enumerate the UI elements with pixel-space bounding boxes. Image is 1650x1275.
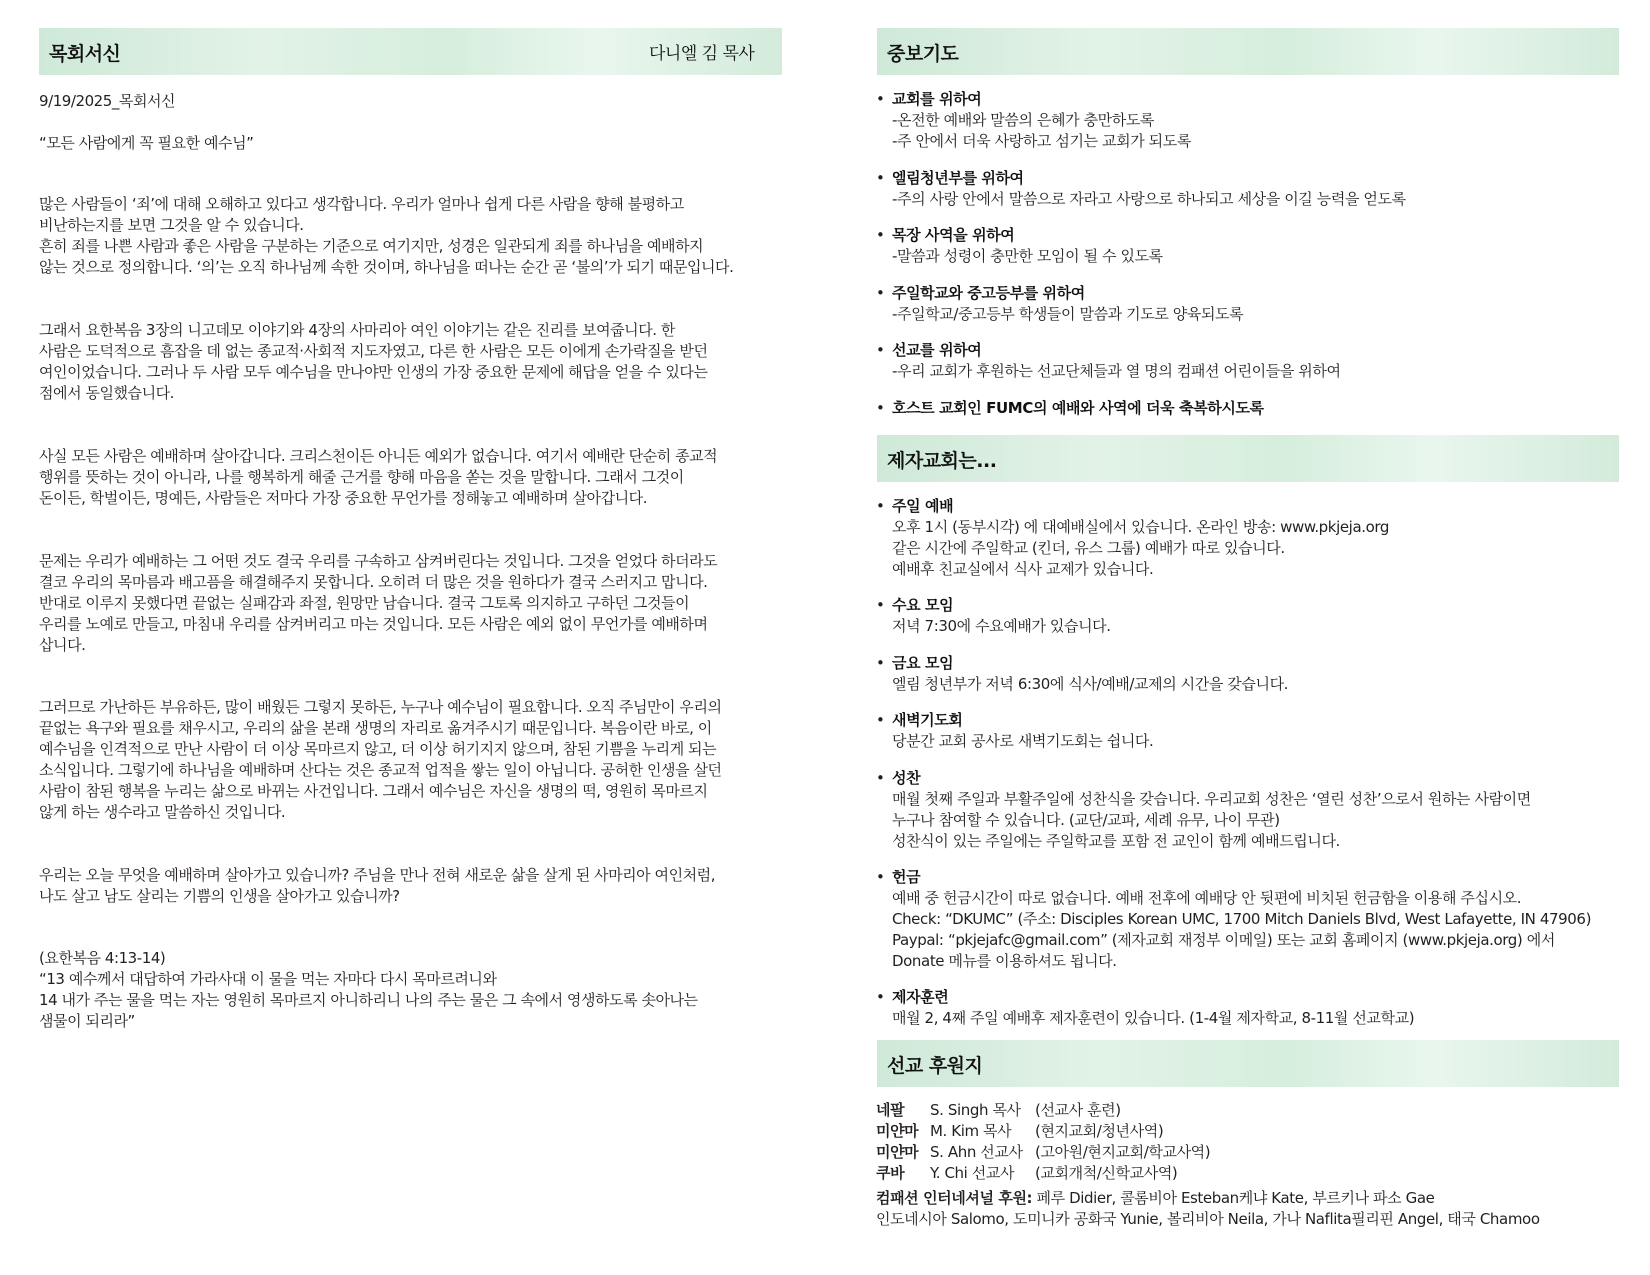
prayer-header	[877, 28, 1619, 75]
bullet-icon: •	[876, 284, 885, 302]
church-info-header	[877, 435, 1619, 482]
church-info-item: • 금요 모임 엘림 청년부가 저녁 6:30에 식사/예배/교제의 시간을 갖습니다.	[876, 654, 1289, 693]
letter-paragraph-3: 사실 모든 사람은 예배하며 살아갑니다. 크리스천이든 아니든 예외가 없습니다. 여기서 예배란 단순히 종교적 행위를 뜻하는 것이 아니라, 나를 행복하게 해줄 근거를 향해 마음을 쏟는 것을 말합니다. 그래서 그것이 돈이든, 학벌이든, 명예든, 사람들은 저마다 가장 중요한 무언가를 정해놓고 예배하며 살아갑니다.	[39, 447, 718, 507]
bullet-icon: •	[876, 596, 885, 614]
church-info-item: • 성찬 매월 첫째 주일과 부활주일에 성찬식을 갖습니다. 우리교회 성찬은 ‘열린 성찬’으로서 원하는 사람이면 누구나 참여할 수 있습니다. (교단/교파, 세례 유무, 나이 무관) 성찬식이 있는 주일에는 주일학교를 포함 전 교인이 함께 예배드립니다.	[876, 769, 1531, 850]
prayer-item: • 엘림청년부를 위하여 -주의 사랑 안에서 말씀으로 자라고 사랑으로 하나되고 세상을 이길 능력을 얻도록	[876, 169, 1406, 208]
bullet-icon: •	[876, 868, 885, 886]
letter-paragraph-6: 우리는 오늘 무엇을 예배하며 살아가고 있습니까? 주님을 만나 전혀 새로운 삶을 살게 된 사마리아 여인처럼, 나도 살고 남도 살리는 기쁨의 인생을 살아가고 있습니까?	[39, 866, 716, 905]
letter-paragraph-1: 많은 사람들이 ‘죄’에 대해 오해하고 있다고 생각합니다. 우리가 얼마나 쉽게 다른 사람을 향해 불평하고 비난하는지를 보면 그것을 알 수 있습니다. 흔히 죄를 나쁜 사람과 좋은 사람을 구분하는 기준으로 여기지만, 성경은 일관되게 죄를 하나님을 예배하지 않는 것으로 정의합니다. ‘의’는 오직 하나님께 속한 것이며, 하나님을 떠나는 순간 곧 ‘불의’가 되기 때문입니다.	[39, 195, 734, 276]
list-item: 네팔 S. Singh 목사 (선교사 훈련)	[876, 1101, 1121, 1119]
letter-subtitle: “모든 사람에게 꼭 필요한 예수님”	[39, 134, 254, 152]
bullet-icon: •	[876, 988, 885, 1006]
bullet-icon: •	[876, 497, 885, 515]
bullet-icon: •	[876, 226, 885, 244]
pastoral-letter-header	[39, 28, 782, 75]
bullet-icon: •	[876, 769, 885, 787]
mission-header	[877, 1040, 1619, 1087]
compassion-sponsorship: 컴패션 인터네셔널 후원: 페루 Didier, 콜롬비아 Esteban케냐 Kate, 부르키나 파소 Gae 인도네시아 Salomo, 도미니카 공화국 Yunie, 볼리비아 Neila, 가나 Naflita필리핀 Angel, 태국 Chamoo	[876, 1189, 1540, 1228]
church-info-item: • 새벽기도회 당분간 교회 공사로 새벽기도회는 쉽니다.	[876, 711, 1154, 750]
bullet-icon: •	[876, 711, 885, 729]
list-item: 미얀마 M. Kim 목사 (현지교회/청년사역)	[876, 1122, 1164, 1140]
church-info-item: • 수요 모임 저녁 7:30에 수요예배가 있습니다.	[876, 596, 1111, 635]
prayer-item: • 목장 사역을 위하여 -말씀과 성령이 충만한 모임이 될 수 있도록	[876, 226, 1163, 265]
bullet-icon: •	[876, 341, 885, 359]
prayer-item: • 주일학교와 중고등부를 위하여 -주일학교/중고등부 학생들이 말씀과 기도로 양육되도록	[876, 284, 1244, 323]
pastoral-letter-author: 다니엘 김 목사	[649, 44, 755, 64]
church-info-title: 제자교회는...	[887, 450, 997, 472]
bullet-icon: •	[876, 399, 885, 417]
mission-title: 선교 후원지	[887, 1055, 983, 1077]
church-info-item: • 제자훈련 매월 2, 4째 주일 예배후 제자훈련이 있습니다. (1-4월 제자학교, 8-11월 선교학교)	[876, 988, 1415, 1027]
scripture-quote: (요한복음 4:13-14) “13 예수께서 대답하여 가라사대 이 물을 먹는 자마다 다시 목마르려니와 14 내가 주는 물을 먹는 자는 영원히 목마르지 아니하리니 나의 주는 물은 그 속에서 영생하도록 솟아나는 샘물이 되리라”	[39, 949, 698, 1030]
prayer-item: • 호스트 교회인 FUMC의 예배와 사역에 더욱 축복하시도록	[876, 399, 1264, 417]
letter-paragraph-5: 그러므로 가난하든 부유하든, 많이 배웠든 그렇지 못하든, 누구나 예수님이 필요합니다. 오직 주님만이 우리의 끝없는 욕구와 필요를 채우시고, 우리의 삶을 본래 생명의 자리로 옮겨주시기 때문입니다. 복음이란 바로, 이 예수님을 인격적으로 만난 사람이 더 이상 목마르지 않고, 더 이상 허기지지 않으며, 참된 기쁨을 누리게 되는 소식입니다. 그렇기에 하나님을 예배하며 산다는 것은 종교적 업적을 쌓는 일이 아닙니다. 공허한 인생을 살던 사람이 참된 행복을 누리는 삶으로 바뀌는 사건입니다. 그래서 예수님은 자신을 생명의 떡, 영원히 목마르지 않게 하는 생수라고 말씀하신 것입니다.	[39, 698, 722, 821]
church-info-item: • 헌금 예배 중 헌금시간이 따로 없습니다. 예배 전후에 예배당 안 뒷편에 비치된 헌금함을 이용해 주십시오. Check: “DKUMC” (주소: Disciples Korean UMC, 1700 Mitch Daniels Blvd, West Lafayette, IN 47906) Paypal: “pkjejafc@gmail.com” (제자교회 재정부 이메일) 또는 교회 홈페이지 (www.pkjeja.org) 에서 Donate 메뉴를 이용하셔도 됩니다.	[876, 868, 1592, 970]
letter-paragraph-4: 문제는 우리가 예배하는 그 어떤 것도 결국 우리를 구속하고 삼켜버린다는 것입니다. 그것을 얻었다 하더라도 결코 우리의 목마름과 배고픔을 해결해주지 못합니다. 오히려 더 많은 것을 원하다가 결국 스러지고 맙니다. 반대로 이루지 못했다면 끝없는 실패감과 좌절, 원망만 남습니다. 결국 그토록 의지하고 구하던 그것들이 우리를 노예로 만들고, 마침내 우리를 삼켜버리고 마는 것입니다. 모든 사람은 예외 없이 무언가를 예배하며 삽니다.	[39, 552, 718, 654]
list-item: 미얀마 S. Ahn 선교사 (고아원/현지교회/학교사역)	[876, 1143, 1211, 1161]
letter-paragraph-2: 그래서 요한복음 3장의 니고데모 이야기와 4장의 사마리아 여인 이야기는 같은 진리를 보여줍니다. 한 사람은 도덕적으로 흠잡을 데 없는 종교적·사회적 지도자였고, 다른 한 사람은 모든 이에게 손가락질을 받던 여인이었습니다. 그러나 두 사람 모두 예수님을 만나야만 인생의 가장 중요한 문제에 해답을 얻을 수 있다는 점에서 동일했습니다.	[39, 321, 708, 402]
bullet-icon: •	[876, 654, 885, 672]
church-info-item: • 주일 예배 오후 1시 (동부시각) 에 대예배실에서 있습니다. 온라인 방송: www.pkjeja.org 같은 시간에 주일학교 (킨더, 유스 그룹) 예배가 따로 있습니다. 예배후 친교실에서 식사 교제가 있습니다.	[876, 497, 1390, 578]
mission-list	[876, 1100, 1616, 1230]
prayer-item: • 교회를 위하여 -온전한 예배와 말씀의 은혜가 충만하도록 -주 안에서 더욱 사랑하고 섬기는 교회가 되도록	[876, 90, 1191, 150]
list-item: 쿠바 Y. Chi 선교사 (교회개척/신학교사역)	[876, 1164, 1178, 1182]
bullet-icon: •	[876, 169, 885, 187]
pastoral-letter-title: 목회서신	[49, 43, 121, 65]
letter-date: 9/19/2025_목회서신	[39, 92, 176, 110]
bullet-icon: •	[876, 90, 885, 108]
prayer-title: 중보기도	[887, 43, 959, 65]
prayer-item: • 선교를 위하여 -우리 교회가 후원하는 선교단체들과 열 명의 컴패션 어린이들을 위하여	[876, 341, 1341, 380]
